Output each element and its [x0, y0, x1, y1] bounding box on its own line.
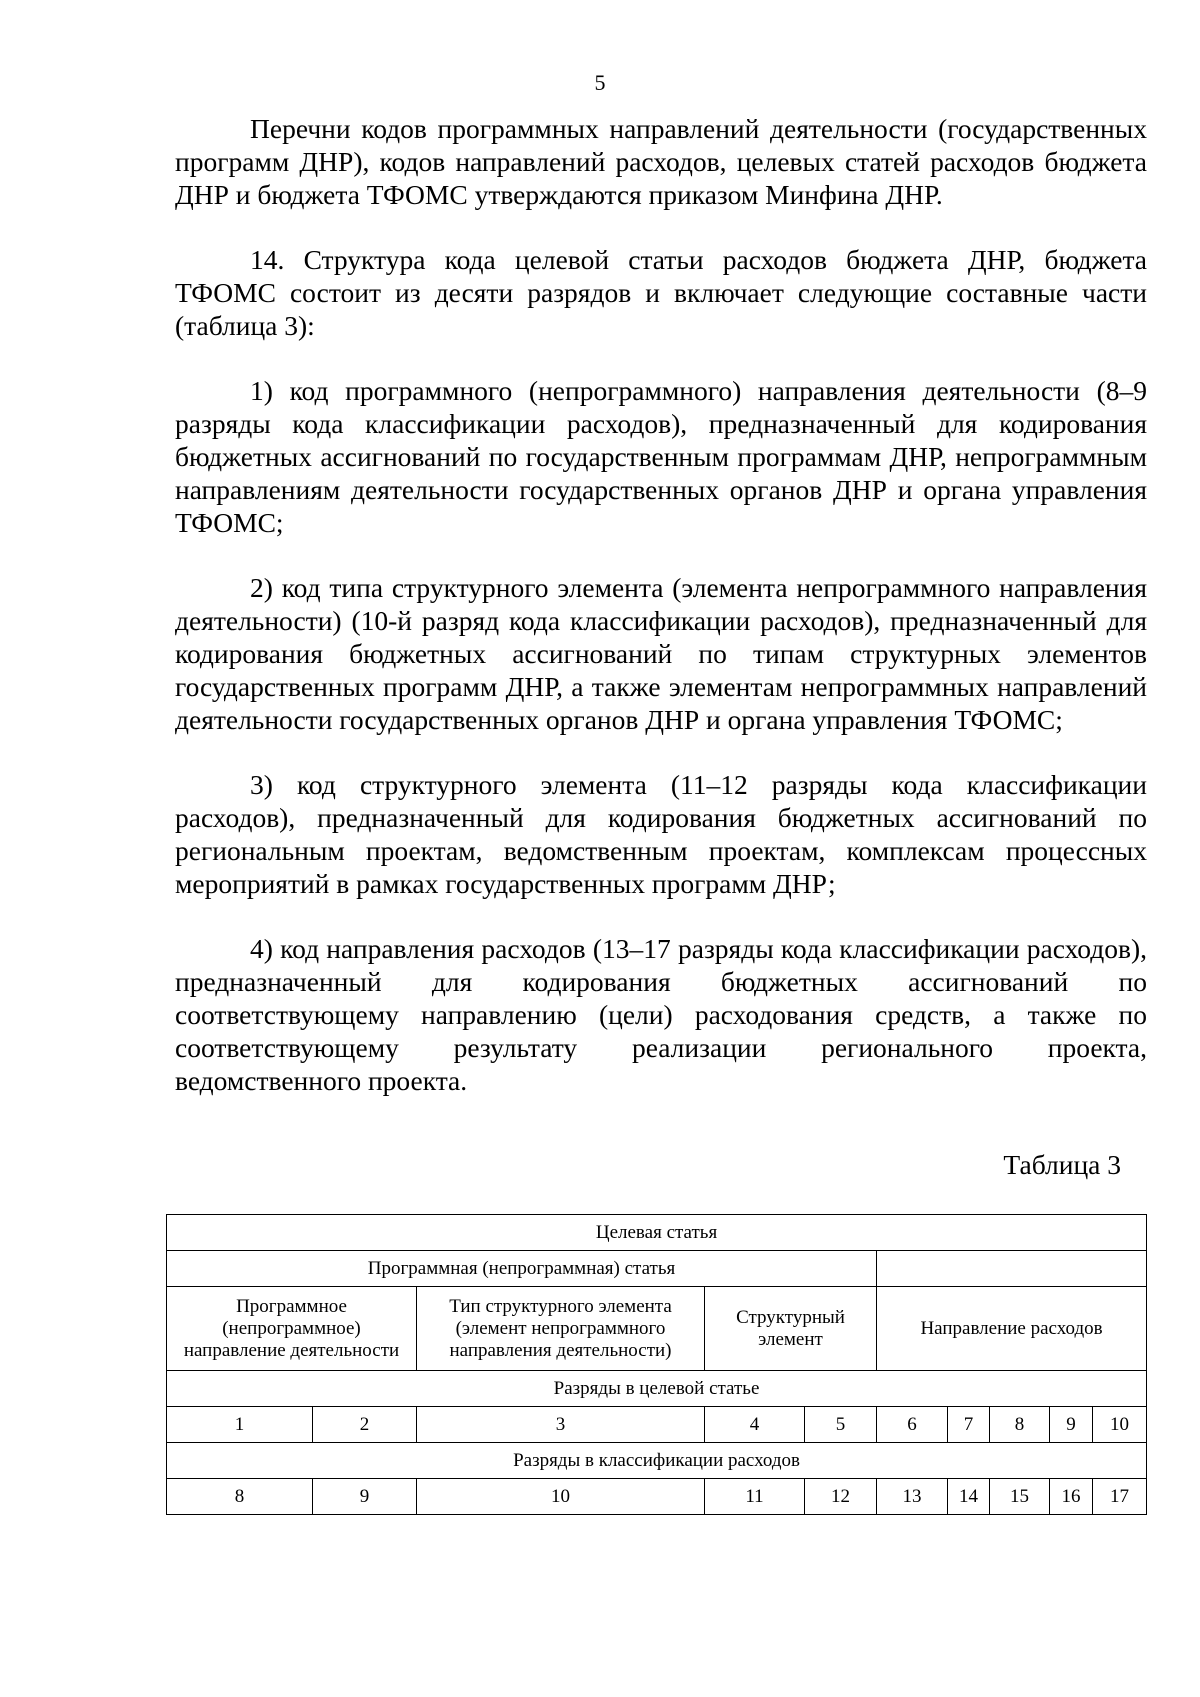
- digit-cell: 9: [313, 1479, 417, 1515]
- column-structural-element: Структурный элемент: [705, 1287, 877, 1371]
- digit-cell: 5: [805, 1407, 877, 1443]
- header-empty-cell: [877, 1251, 1147, 1287]
- digit-cell: 1: [167, 1407, 313, 1443]
- digit-cell: 16: [1050, 1479, 1093, 1515]
- column-expense-direction: Направление расходов: [877, 1287, 1147, 1371]
- table-row: [167, 1407, 1147, 1443]
- digit-cell: 11: [705, 1479, 805, 1515]
- digit-cell: 8: [990, 1407, 1050, 1443]
- digit-cell: 17: [1093, 1479, 1147, 1515]
- paragraph-item-14: 14. Структура кода целевой статьи расходов бюджета ДНР, бюджета ТФОМС состоит из десяти разрядов и включает следующие составные части (таблица 3):: [175, 244, 1147, 341]
- digit-cell: 3: [417, 1407, 705, 1443]
- digit-cell: 15: [990, 1479, 1050, 1515]
- digit-cell: 13: [877, 1479, 948, 1515]
- column-structural-type: Тип структурного элемента (элемент непрограммного направления деятельности): [417, 1287, 705, 1371]
- header-target-article: Целевая статья: [167, 1215, 1147, 1251]
- header-program-article: Программная (непрограммная) статья: [167, 1251, 877, 1287]
- table-header-row: [167, 1215, 1147, 1251]
- list-item-2: 2) код типа структурного элемента (элемента непрограммного направления деятельности) (10-й разряд кода классификации расходов), предназначенный для кодирования бюджетных ассигнований по типам структурных элементов государственных программ ДНР, а также элементам непрограммных направлений деятельности государственных органов ДНР и органа управления ТФОМС;: [175, 572, 1147, 735]
- digit-cell: 7: [948, 1407, 990, 1443]
- digits-classification-label: Разряды в классификации расходов: [167, 1443, 1147, 1479]
- list-item-4: 4) код направления расходов (13–17 разряды кода классификации расходов), предназначенный для кодирования бюджетных ассигнований по соответствующему направлению (цели) расходования средств, а также по соответствующему результату реализации регионального проекта, ведомственного проекта.: [175, 933, 1147, 1096]
- digit-cell: 12: [805, 1479, 877, 1515]
- table-subheader-row: [167, 1251, 1147, 1287]
- digit-cell: 4: [705, 1407, 805, 1443]
- page-number: 5: [594, 70, 606, 95]
- paragraph-codes-lists: Перечни кодов программных направлений деятельности (государственных программ ДНР), кодов направлений расходов, целевых статей расходов бюджета ДНР и бюджета ТФОМС утверждаются приказом Минфина ДНР.: [175, 113, 1147, 210]
- target-article-structure-table: [166, 1214, 1147, 1515]
- list-item-1: 1) код программного (непрограммного) направления деятельности (8–9 разряды кода классификации расходов), предназначенный для кодирования бюджетных ассигнований по государственным программам ДНР, непрограммным направлениям деятельности государственных органов ДНР и органа управления ТФОМС;: [175, 375, 1147, 538]
- digit-cell: 9: [1050, 1407, 1093, 1443]
- digit-cell: 8: [167, 1479, 313, 1515]
- digit-cell: 10: [417, 1479, 705, 1515]
- digit-cell: 14: [948, 1479, 990, 1515]
- digits-target-label: Разряды в целевой статье: [167, 1371, 1147, 1407]
- list-item-3: 3) код структурного элемента (11–12 разряды кода классификации расходов), предназначенный для кодирования бюджетных ассигнований по региональным проектам, ведомственным проектам, комплексам процессных мероприятий в рамках государственных программ ДНР;: [175, 769, 1147, 899]
- table-columns-row: [167, 1287, 1147, 1371]
- table-row: [167, 1371, 1147, 1407]
- digit-cell: 2: [313, 1407, 417, 1443]
- body-text: [175, 112, 1147, 1097]
- digit-cell: 6: [877, 1407, 948, 1443]
- column-program-direction: Программное (непрограммное) направление деятельности: [167, 1287, 417, 1371]
- digit-cell: 10: [1093, 1407, 1147, 1443]
- table-row: [167, 1443, 1147, 1479]
- table-caption: Таблица 3: [1003, 1149, 1121, 1180]
- table-row: [167, 1479, 1147, 1515]
